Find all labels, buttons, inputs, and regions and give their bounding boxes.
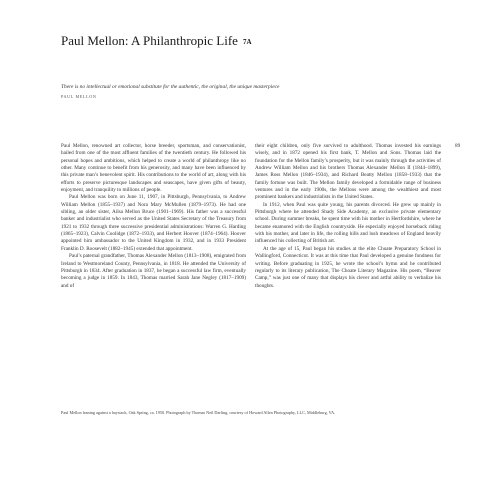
paragraph: Paul Mellon was born on June 11, 1907, in Pittsburgh, Pennsylvania, to Andrew William Mellon (1855–1937) and Nora Mary McMullen (1879–1973). He had one sibling, an older sister, Ailsa Mellon Bruce (1901–1969). His father was a successful banker and industrialist who served as the United States Secretary of the Treasury from 1921 to 1932 through three successive presidential administrations: Warren G. Harding (1865–1923), Calvin Coolidge (1872–1933), and Herbert Hoover (1874–1964). Hoover appointed him ambassador to the United Kingdom in 1932, and in 1933 President Franklin D. Roosevelt (1882–1945) extended that appointment.	[61, 194, 246, 252]
epigraph-attribution: PAUL MELLON	[61, 94, 97, 99]
epigraph-quote: There is no intellectual or emotional substitute for the authentic, the original, the unique masterpiece	[61, 84, 280, 90]
left-text-column	[61, 143, 246, 290]
title-text: Paul Mellon: A Philanthropic Life	[61, 33, 238, 48]
paragraph: At the age of 15, Paul began his studies at the elite Choate Preparatory School in Wallingford, Connecticut. It was at this time that Paul developed a genuine fondness for writing. Before graduating in 1925, he wrote the school’s hymn and he contributed regularly to its literary publication, The Choate Literary Magazine. His poem, “Beaver Camp,” was just one of many that displays his clever and artful ability to verbalize his thoughts.	[255, 245, 441, 289]
chapter-mark: 7A	[242, 38, 252, 47]
paragraph: their eight children, only five survived to adulthood. Thomas invested his earnings wisely, and in 1872 opened his first bank, T. Mellon and Sons. Thomas laid the foundation for the Mellon family’s prosperity, but it was mainly through the activities of Andrew William Mellon and his brothers Thomas Alexander Mellon II (1844–1899), James Ross Mellon (1846–1934), and Richard Beatty Mellon (1858–1933) that the family fortune was built. The Mellon family developed a formidable range of business ventures and in the early 1900s, the Mellons were among the wealthiest and most prominent bankers and industrialists in the United States.	[255, 143, 441, 201]
right-text-column	[255, 143, 441, 290]
photo-caption: Paul Mellon leaning against a haystack, Oak Spring, ca. 1950. Photograph by Thomas Neil Darling, courtesy of Howard Allen Photography, LLC, Middleburg, VA.	[61, 410, 336, 415]
paragraph: Paul Mellon, renowned art collector, horse breeder, sportsman, and conservationist, hailed from one of the most affluent families of the twentieth century. He followed his personal hopes and ambitions, which helped to create a world of philanthropy like no other. Many continue to benefit from his generosity, and many have been influenced by this private man’s benevolent spirit. His contributions to the world of art, along with his efforts to preserve picturesque landscapes and seascapes, have given gifts of beauty, enjoyment, and tranquility to millions of people.	[61, 143, 246, 194]
page-number: 89	[455, 143, 461, 149]
page-title	[61, 33, 252, 49]
paragraph: Paul’s paternal grandfather, Thomas Alexander Mellon (1813–1908), emigrated from Ireland to Westmoreland County, Pennsylvania, in 1818. He attended the University of Pittsburgh in 1834. After graduation in 1837, he began a successful law firm, eventually becoming a judge in 1859. In 1843, Thomas married Sarah Jane Negley (1817–1909) and of	[61, 253, 246, 289]
paragraph: In 1912, when Paul was quite young, his parents divorced. He grew up mainly in Pittsburgh where he attended Shady Side Academy, an exclusive private elementary school. During summer breaks, he spent time with his mother in Hertfordshire, where he became enamored with the English countryside. He especially enjoyed horseback riding with his mother, and later in life, the rolling hills and lush meadows of England heavily influenced his collecting of British art.	[255, 201, 441, 245]
